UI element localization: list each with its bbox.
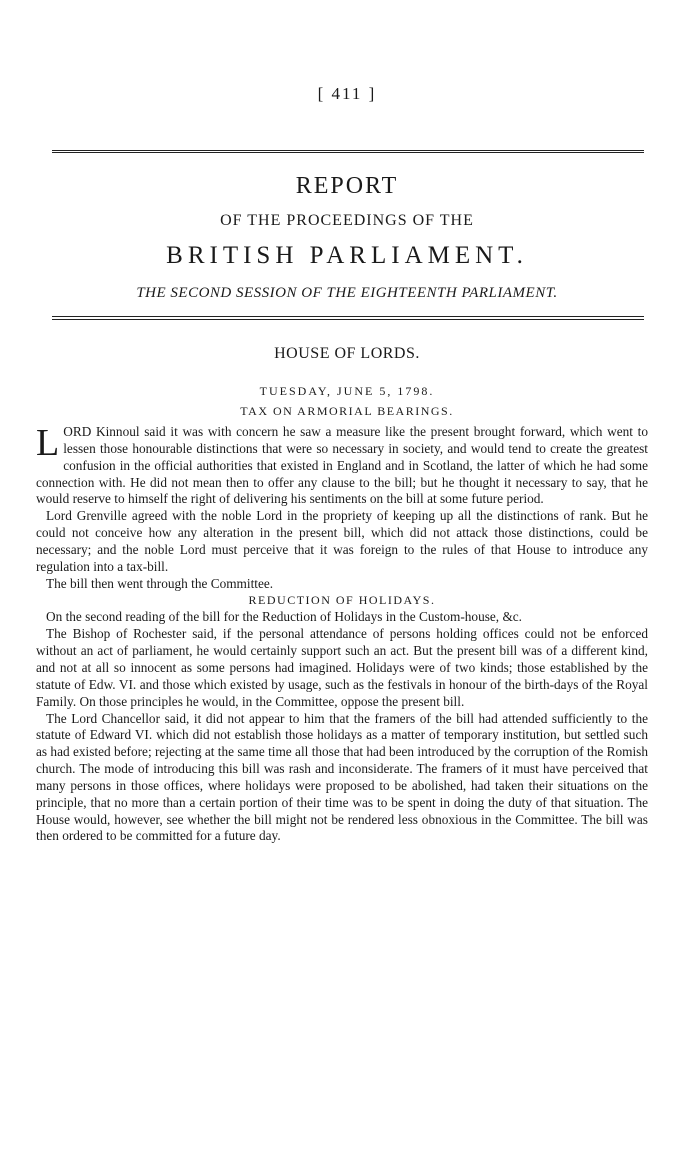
date-heading: TUESDAY, JUNE 5, 1798.: [259, 384, 435, 398]
page-number: [ 411 ]: [317, 84, 377, 103]
article-body: [36, 424, 648, 845]
paragraph: The Bishop of Rochester said, if the personal attendance of persons holding offices could not be enforced without an act of parliament, he would certainly support such an act. But the present bill was of a different kind, and not at all so innocent as some persons had imagined. Holidays were of two kinds; those established by the statute of Edw. VI. and those which existed by usage, such as the festivals in honour of the birth-days of the Royal Family. On those principles he would, in the Committee, oppose the present bill.: [36, 626, 648, 709]
drop-cap: L: [36, 422, 60, 464]
paragraph: LORD Kinnoul said it was with concern he saw a measure like the present brought forward, which went to lessen those honourable distinctions that were so necessary in society, and would tend to create the greatest confusion in the official authorities that existed in England and in Scotland, the latter of which he had some connection with. He did not mean then to offer any clause to the bill; but he thought it necessary to say, that he would reserve to himself the right of delivering his sentiments on the bill at some future period.: [36, 422, 648, 507]
header-rule: [52, 316, 644, 323]
session-title: THE SECOND SESSION OF THE EIGHTEENTH PARLIAMENT.: [136, 285, 558, 301]
paragraph: Lord Grenville agreed with the noble Lord in the propriety of keeping up all the distinctions of rank. But he could not conceive how any alteration in the present bill, which did not attack those distinctions, could be necessary; and the noble Lord must perceive that it was foreign to the rules of that House to introduce any regulation into a tax-bill.: [36, 508, 648, 574]
paragraph: The Lord Chancellor said, it did not appear to him that the framers of the bill had attended sufficiently to the statute of Edward VI. which did not establish those holidays as a matter of temporary institution, but settled such as had existed before; rejecting at the same time all those that had been introduced by the corruption of the Romish church. The mode of introducing this bill was rash and inconsiderate. The framers of it must have perceived that many persons in those offices, where holidays were proposed to be abolished, had taken their situations on the principle, that no more than a certain portion of their time was to be spent in doing the duty of that situation. The House would, however, see whether the bill might not be rendered less obnoxious in the Committee. The bill was then ordered to be committed for a future day.: [36, 710, 648, 844]
top-rule: [52, 150, 644, 155]
section-heading-holidays: REDUCTION OF HOLIDAYS.: [248, 593, 436, 608]
paragraph: On the second reading of the bill for the Reduction of Holidays in the Custom-house, &c.: [46, 609, 523, 625]
report-title: REPORT: [295, 173, 399, 199]
parliament-title: BRITISH PARLIAMENT.: [166, 242, 528, 269]
house-heading: HOUSE OF LORDS.: [274, 345, 420, 362]
proceedings-subtitle: OF THE PROCEEDINGS OF THE: [220, 212, 474, 229]
section-heading-tax: TAX ON ARMORIAL BEARINGS.: [240, 404, 454, 418]
paragraph: The bill then went through the Committee.: [46, 575, 274, 591]
